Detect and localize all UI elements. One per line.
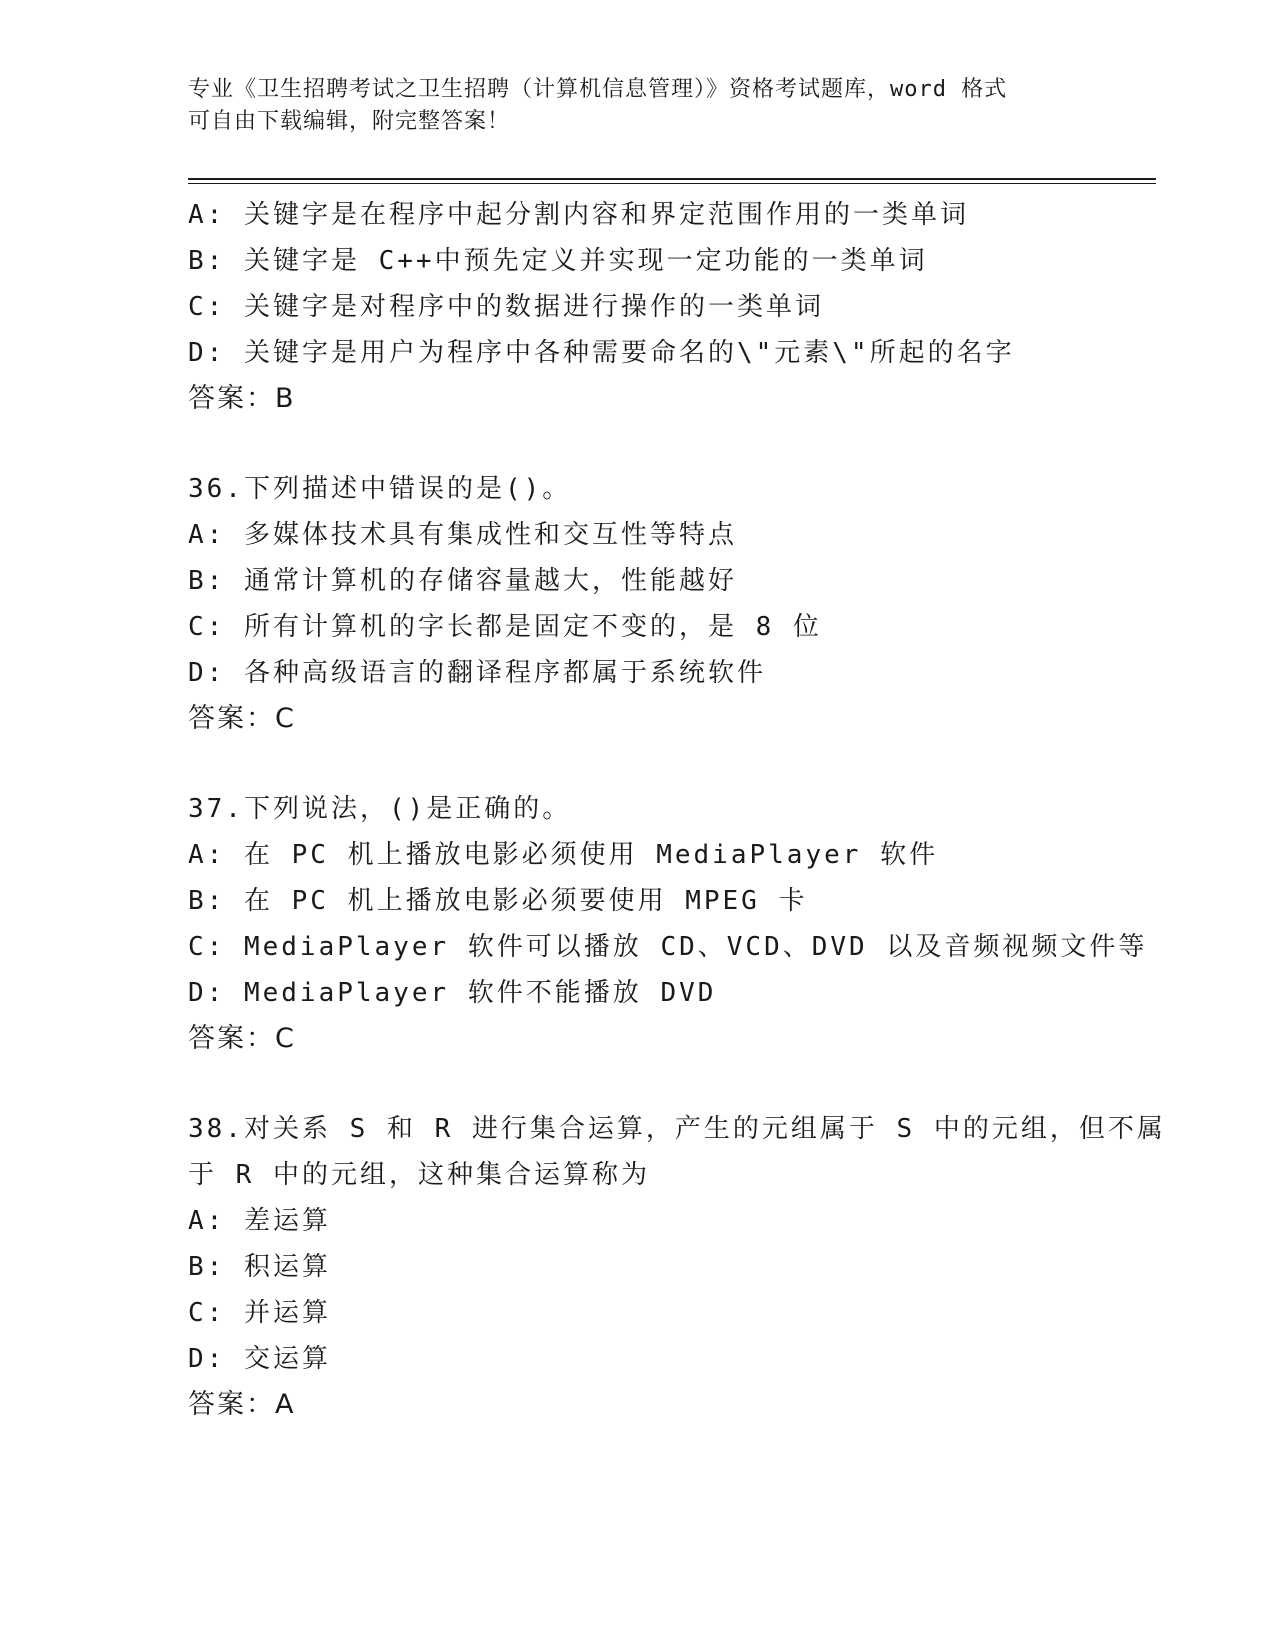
question-block-37 bbox=[188, 786, 1148, 1062]
answer-line: 答案：C bbox=[188, 1023, 296, 1054]
option-a: A: 在 PC 机上播放电影必须使用 MediaPlayer 软件 bbox=[188, 840, 939, 870]
option-a: A: 差运算 bbox=[188, 1206, 331, 1236]
header-rule-thin bbox=[188, 183, 1156, 184]
header-line-2: 可自由下载编辑，附完整答案！ bbox=[188, 109, 511, 134]
option-a: A: 多媒体技术具有集成性和交互性等特点 bbox=[188, 520, 737, 550]
question-stem: 36.下列描述中错误的是()。 bbox=[188, 474, 572, 504]
question-block-35 bbox=[188, 192, 1138, 422]
option-c: C: MediaPlayer 软件可以播放 CD、VCD、DVD 以及音频视频文件等 bbox=[188, 932, 1148, 962]
option-b: B: 关键字是 C++中预先定义并实现一定功能的一类单词 bbox=[188, 246, 928, 276]
answer-line: 答案：C bbox=[188, 703, 296, 734]
option-d: D: MediaPlayer 软件不能播放 DVD bbox=[188, 978, 717, 1008]
question-stem: 38.对关系 S 和 R 进行集合运算，产生的元组属于 S 中的元组，但不属 bbox=[188, 1114, 1166, 1144]
option-b: B: 在 PC 机上播放电影必须要使用 MPEG 卡 bbox=[188, 886, 808, 916]
question-block-36 bbox=[188, 466, 1138, 742]
question-stem: 37.下列说法，()是正确的。 bbox=[188, 794, 572, 824]
answer-line: 答案：A bbox=[188, 1389, 296, 1420]
option-b: B: 积运算 bbox=[188, 1252, 331, 1282]
header-line-1: 专业《卫生招聘考试之卫生招聘（计算机信息管理）》资格考试题库，word 格式 bbox=[188, 77, 1008, 102]
header-rule-thick bbox=[188, 178, 1156, 180]
option-d: D: 各种高级语言的翻译程序都属于系统软件 bbox=[188, 658, 766, 688]
answer-line: 答案：B bbox=[188, 383, 296, 414]
question-stem-continued: 于 R 中的元组，这种集合运算称为 bbox=[188, 1160, 650, 1190]
option-d: D: 交运算 bbox=[188, 1344, 331, 1374]
option-c: C: 所有计算机的字长都是固定不变的，是 8 位 bbox=[188, 612, 822, 642]
question-block-38 bbox=[188, 1106, 1166, 1428]
option-b: B: 通常计算机的存储容量越大，性能越好 bbox=[188, 566, 737, 596]
option-a: A: 关键字是在程序中起分割内容和界定范围作用的一类单词 bbox=[188, 200, 969, 230]
question-list bbox=[188, 192, 1166, 1428]
option-d: D: 关键字是用户为程序中各种需要命名的\"元素\"所起的名字 bbox=[188, 338, 1015, 368]
option-c: C: 并运算 bbox=[188, 1298, 331, 1328]
document-header bbox=[188, 74, 1088, 138]
option-c: C: 关键字是对程序中的数据进行操作的一类单词 bbox=[188, 292, 824, 322]
